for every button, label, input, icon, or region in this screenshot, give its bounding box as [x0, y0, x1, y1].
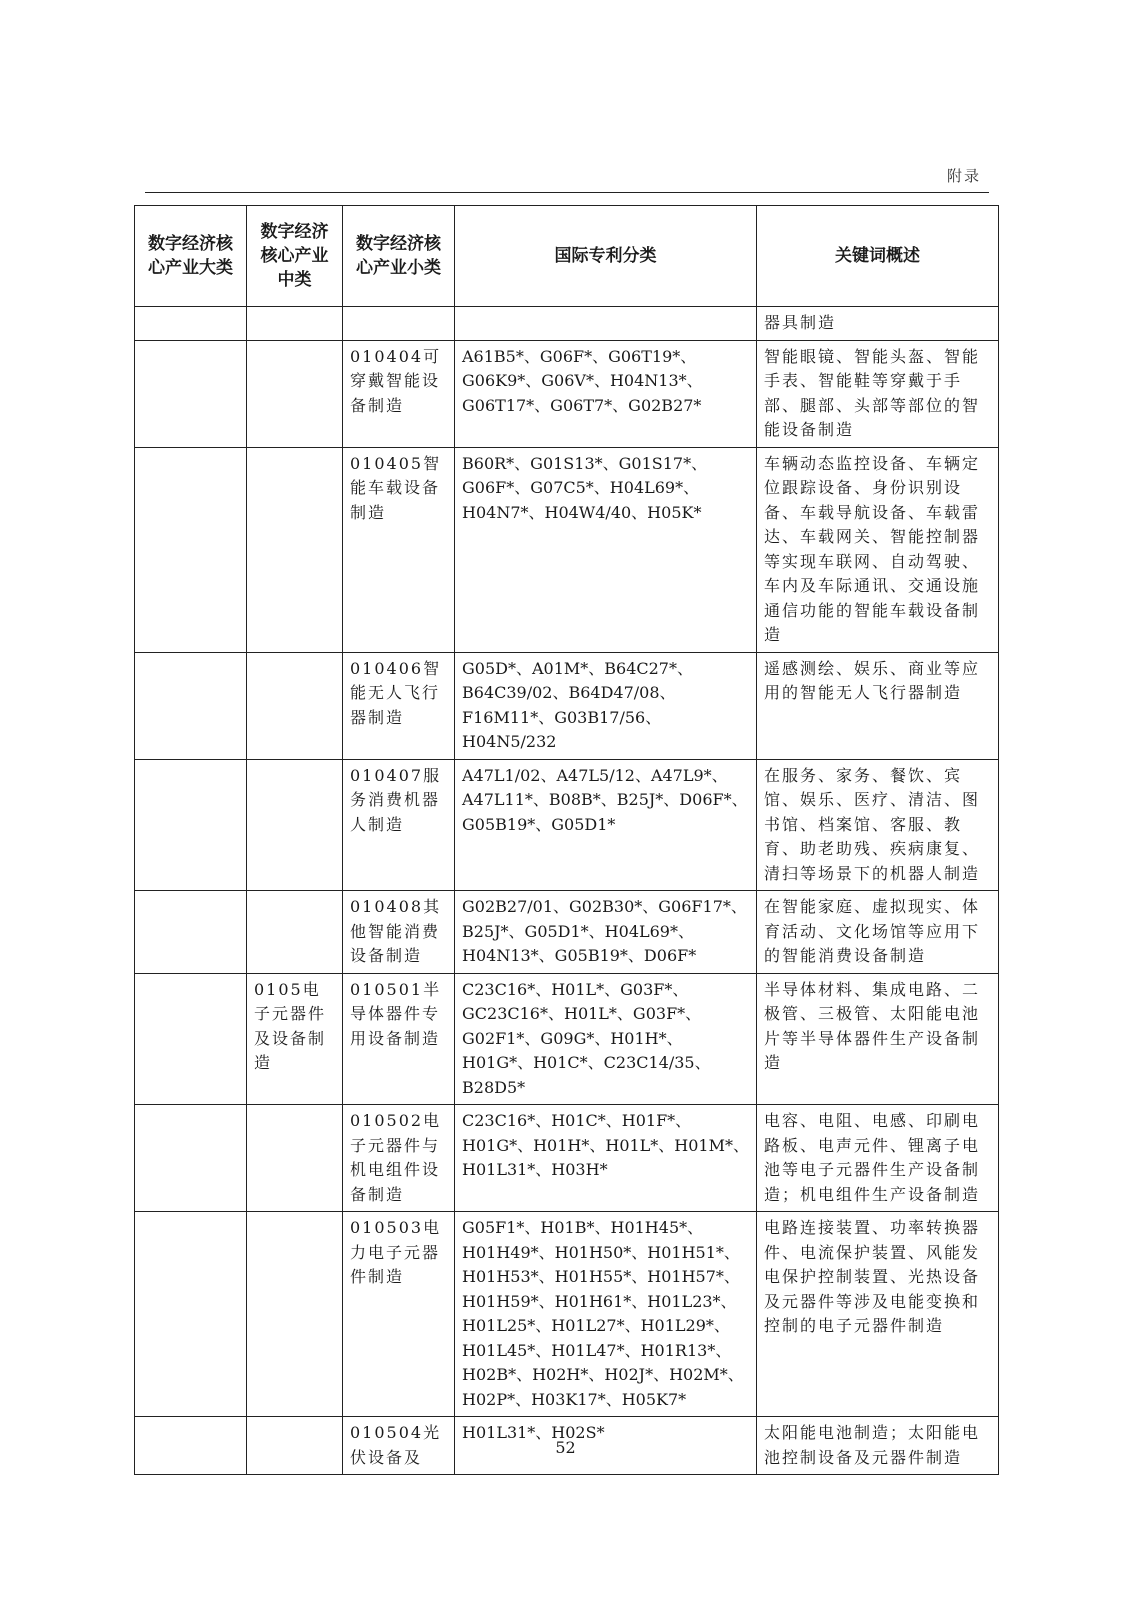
- cell-middle: [247, 652, 343, 759]
- cell-ipc: G05F1*、H01B*、H01H45*、H01H49*、H01H50*、H01H51*、H01H53*、H01H55*、H01H57*、H01H59*、H01H61*、H01L23*、H01L25*、H01L27*、H01L29*、H01L45*、H01L47*、H01R13*、H02B*、H02H*、H02J*、H02M*、H02P*、H03K17*、H05K7*: [455, 1212, 757, 1417]
- cell-major: [135, 652, 247, 759]
- cell-keywords: 遥感测绘、娱乐、商业等应用的智能无人飞行器制造: [757, 652, 999, 759]
- cell-ipc: G05D*、A01M*、B64C27*、B64C39/02、B64D47/08、F16M11*、G03B17/56、H04N5/232: [455, 652, 757, 759]
- cell-ipc: A47L1/02、A47L5/12、A47L9*、A47L11*、B08B*、B25J*、D06F*、G05B19*、G05D1*: [455, 759, 757, 891]
- cell-keywords: 器具制造: [757, 307, 999, 341]
- cell-keywords: 半导体材料、集成电路、二极管、三极管、太阳能电池片等半导体器件生产设备制造: [757, 973, 999, 1105]
- cell-minor: 010405智能车载设备制造: [343, 447, 455, 652]
- cell-keywords: 太阳能电池制造；太阳能电池控制设备及元器件制造: [757, 1417, 999, 1475]
- col-header-ipc: 国际专利分类: [455, 206, 757, 307]
- col-header-middle: 数字经济核心产业中类: [247, 206, 343, 307]
- cell-middle: 0105电子元器件及设备制造: [247, 973, 343, 1105]
- table-row: [135, 759, 999, 891]
- table-row: [135, 652, 999, 759]
- cell-major: [135, 891, 247, 974]
- cell-keywords: 在服务、家务、餐饮、宾馆、娱乐、医疗、清洁、图书馆、档案馆、客服、教育、助老助残、疾病康复、清扫等场景下的机器人制造: [757, 759, 999, 891]
- table-row: [135, 891, 999, 974]
- table-row: [135, 447, 999, 652]
- table-row: [135, 1212, 999, 1417]
- cell-middle: [247, 447, 343, 652]
- cell-ipc: B60R*、G01S13*、G01S17*、G06F*、G07C5*、H04L69*、H04N7*、H04W4/40、H05K*: [455, 447, 757, 652]
- cell-minor: 010502电子元器件与机电组件设备制造: [343, 1105, 455, 1212]
- classification-table: [134, 205, 999, 1475]
- cell-keywords: 电容、电阻、电感、印刷电路板、电声元件、锂离子电池等电子元器件生产设备制造；机电组件生产设备制造: [757, 1105, 999, 1212]
- page-number: 52: [555, 1438, 576, 1457]
- cell-middle: [247, 1212, 343, 1417]
- cell-minor: 010406智能无人飞行器制造: [343, 652, 455, 759]
- cell-keywords: 智能眼镜、智能头盔、智能手表、智能鞋等穿戴于手部、腿部、头部等部位的智能设备制造: [757, 340, 999, 447]
- cell-major: [135, 307, 247, 341]
- cell-ipc: H01L31*、H02S*: [455, 1417, 757, 1475]
- cell-major: [135, 340, 247, 447]
- cell-minor: 010504光伏设备及: [343, 1417, 455, 1475]
- col-header-minor: 数字经济核心产业小类: [343, 206, 455, 307]
- cell-ipc: C23C16*、H01C*、H01F*、H01G*、H01H*、H01L*、H01M*、H01L31*、H03H*: [455, 1105, 757, 1212]
- table-row: [135, 307, 999, 341]
- cell-major: [135, 973, 247, 1105]
- col-header-keywords: 关键词概述: [757, 206, 999, 307]
- table-header-row: [135, 206, 999, 307]
- cell-middle: [247, 340, 343, 447]
- cell-major: [135, 1212, 247, 1417]
- header-rule: [145, 192, 989, 193]
- cell-major: [135, 1105, 247, 1212]
- cell-minor: 010503电力电子元器件制造: [343, 1212, 455, 1417]
- cell-keywords: 电路连接装置、功率转换器件、电流保护装置、风能发电保护控制装置、光热设备及元器件等涉及电能变换和控制的电子元器件制造: [757, 1212, 999, 1417]
- col-header-major: 数字经济核心产业大类: [135, 206, 247, 307]
- cell-minor: 010408其他智能消费设备制造: [343, 891, 455, 974]
- cell-minor: 010404可穿戴智能设备制造: [343, 340, 455, 447]
- cell-ipc: C23C16*、H01L*、G03F*、GC23C16*、H01L*、G03F*、G02F1*、G09G*、H01H*、H01G*、H01C*、C23C14/35、B28D5*: [455, 973, 757, 1105]
- cell-major: [135, 447, 247, 652]
- cell-middle: [247, 891, 343, 974]
- cell-middle: [247, 307, 343, 341]
- cell-ipc: [455, 307, 757, 341]
- cell-keywords: 在智能家庭、虚拟现实、体育活动、文化场馆等应用下的智能消费设备制造: [757, 891, 999, 974]
- cell-middle: [247, 1105, 343, 1212]
- cell-ipc: A61B5*、G06F*、G06T19*、G06K9*、G06V*、H04N13*、G06T17*、G06T7*、G02B27*: [455, 340, 757, 447]
- table-row: [135, 340, 999, 447]
- cell-keywords: 车辆动态监控设备、车辆定位跟踪设备、身份识别设备、车载导航设备、车载雷达、车载网关、智能控制器等实现车联网、自动驾驶、车内及车际通讯、交通设施通信功能的智能车载设备制造: [757, 447, 999, 652]
- cell-major: [135, 759, 247, 891]
- cell-middle: [247, 759, 343, 891]
- cell-minor: [343, 307, 455, 341]
- cell-ipc: G02B27/01、G02B30*、G06F17*、B25J*、G05D1*、H04L69*、H04N13*、G05B19*、D06F*: [455, 891, 757, 974]
- header-label: 附录: [946, 167, 981, 185]
- cell-minor: 010407服务消费机器人制造: [343, 759, 455, 891]
- table-row: [135, 1105, 999, 1212]
- cell-minor: 010501半导体器件专用设备制造: [343, 973, 455, 1105]
- table-row: [135, 973, 999, 1105]
